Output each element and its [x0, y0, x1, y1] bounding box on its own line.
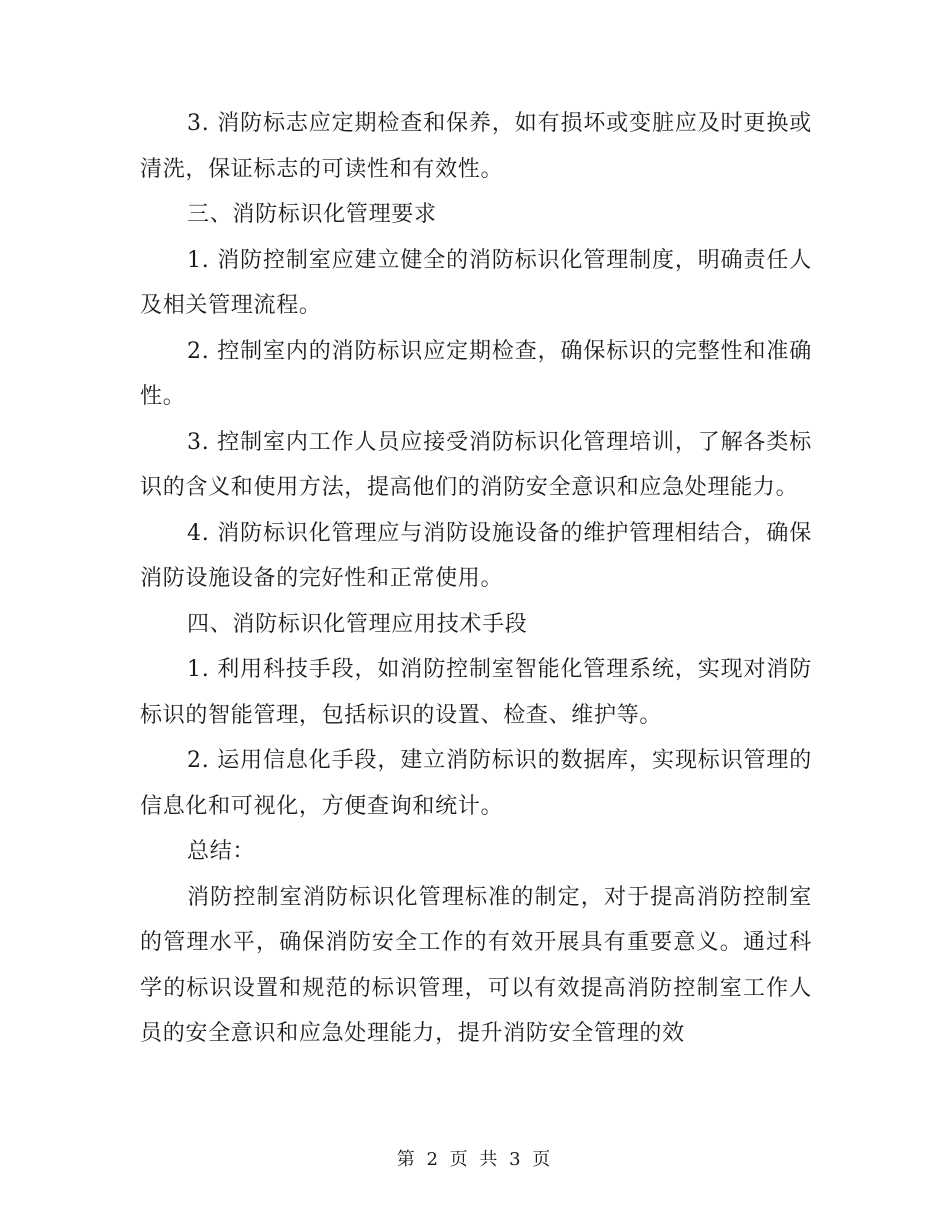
paragraph-item-2-database: 2. 运用信息化手段，建立消防标识的数据库，实现标识管理的信息化和可视化，方便查询和统计。	[140, 748, 812, 819]
paragraph-item-2-inspection: 2. 控制室内的消防标识应定期检查，确保标识的完整性和准确性。	[140, 338, 812, 409]
document-body	[140, 101, 812, 1057]
section-heading-technology: 四、消防标识化管理应用技术手段	[187, 611, 528, 637]
paragraph-item-1-smart-system: 1. 利用科技手段，如消防控制室智能化管理系统，实现对消防标识的智能管理，包括标识的设置、检查、维护等。	[140, 657, 812, 728]
summary-paragraph: 消防控制室消防标识化管理标准的制定，对于提高消防控制室的管理水平，确保消防安全工作的有效开展具有重要意义。通过科学的标识设置和规范的标识管理，可以有效提高消防控制室工作人员的安全意识和应急处理能力，提升消防安全管理的效	[140, 884, 812, 1046]
paragraph-item-3-maintenance: 3. 消防标志应定期检查和保养，如有损坏或变脏应及时更换或清洗，保证标志的可读性和有效性。	[140, 111, 812, 182]
paragraph-item-4-equipment: 4. 消防标识化管理应与消防设施设备的维护管理相结合，确保消防设施设备的完好性和正常使用。	[140, 520, 812, 591]
section-heading-requirements: 三、消防标识化管理要求	[187, 202, 437, 227]
page-number-footer: 第 2 页 共 3 页	[396, 1149, 554, 1170]
paragraph-item-3-training: 3. 控制室内工作人员应接受消防标识化管理培训，了解各类标识的含义和使用方法，提高他们的消防安全意识和应急处理能力。	[140, 429, 812, 500]
summary-heading: 总结：	[187, 839, 256, 864]
paragraph-item-1-system: 1. 消防控制室应建立健全的消防标识化管理制度，明确责任人及相关管理流程。	[140, 247, 812, 318]
